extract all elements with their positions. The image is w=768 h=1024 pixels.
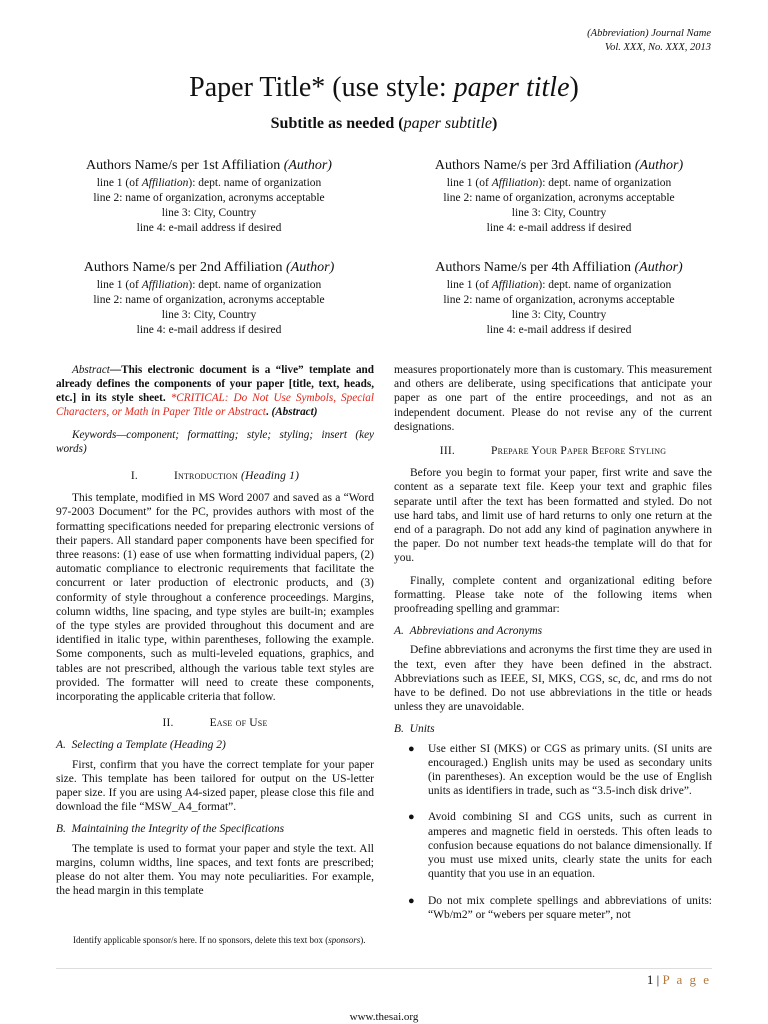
list-item (394, 810, 712, 881)
line-prefix: line 1 (of (446, 177, 492, 189)
subheading-integrity (56, 822, 374, 836)
author-name-text: Authors Name/s per 2nd Affiliation (83, 260, 287, 275)
subheading-title: Selecting a Template (Heading 2) (71, 739, 226, 752)
footer-divider (56, 968, 712, 969)
list-item-text: Do not mix complete spellings and abbreviations of units: “Wb/m2” or “webers per square meter”, not (428, 894, 712, 921)
abstract-critical-note: *CRITICAL: Do Not Use Symbols, Special Characters, or Math in Paper Title or Abstract (56, 392, 374, 418)
author-role: (Author) (286, 260, 335, 275)
continued-paragraph: measures proportionately more than is customary. This measurement and others are deliberate, using specifications that anticipate your paper as one part of the entire proceedings, and not as an independent document. Please do not revise any of the current designations. (394, 364, 712, 433)
footnote-close: ). (360, 935, 366, 945)
intro-paragraph: This template, modified in MS Word 2007 and saved as a “Word 97-2003 Document” for the PC, provides authors with most of the formatting specifications needed for preparing electronic versions of their papers. All standard paper components have been specified for three reasons: (1) ease of use when formatting individual papers, (2) automatic compliance to electronic requirements that facilitate the concurrent or later production of electronic products, and (3) conformity of style throughout a conference proceedings. Margins, column widths, line spacing, and type styles are built-in; examples of the type styles are provided throughout this document and are identified in italic type, within parentheses, following the example. Some components, such as multi-leveled equations, graphics, and tables are not prescribed, although the various table text styles are provided. The formatter will need to create these components, incorporating the applicable criteria that follow. (56, 492, 374, 704)
journal-url[interactable]: www.thesai.org (349, 1011, 419, 1023)
subheading-title: Units (409, 723, 435, 736)
footnote-text: Identify applicable sponsor/s here. If no sponsors, delete this text box ( (73, 935, 329, 945)
prepare-paragraph-2: Finally, complete content and organizational editing before formatting. Please take note of the following items when proofreading spelling and grammar: (394, 574, 712, 616)
author-role: (Author) (634, 260, 683, 275)
sponsor-footnote (73, 935, 365, 945)
abstract (56, 363, 374, 419)
subheading-title: Abbreviations and Acronyms (409, 625, 543, 638)
section-heading-2 (56, 716, 374, 730)
author-block-2 (49, 258, 369, 338)
keywords-text: component; formatting; style; styling; insert (key words) (56, 429, 374, 455)
abstract-label: Abstract (72, 364, 110, 376)
list-item (394, 894, 712, 922)
integrity-paragraph: The template is used to format your paper and style the text. All margins, column widths, line spaces, and text fonts are prescribed; please do not alter them. You may note peculiarities. For example, the head margin in this template (56, 842, 374, 898)
author-line-4: line 4: e-mail address if desired (136, 222, 282, 234)
subheading-units (394, 722, 712, 736)
abstract-text: This electronic document is a “live” template and already defines the components of your paper [title, text, heads, etc.] in its style sheet. (56, 364, 374, 404)
left-column (56, 363, 374, 906)
author-line-1 (399, 278, 719, 293)
list-item-text: Avoid combining SI and CGS units, such as current in amperes and magnetic field in oersteds. This often leads to confusion because equations do not balance dimensionally. If you must use mixed units, clearly state the units for each quantity that you use in an equation. (428, 811, 712, 881)
author-line-1 (49, 278, 369, 293)
author-name-text: Authors Name/s per 3rd Affiliation (434, 158, 635, 173)
author-name (399, 258, 719, 278)
selecting-template-paragraph: First, confirm that you have the correct template for your paper size. This template has been tailored for output on the US-letter paper size. If you are using A4-sized paper, please close this file and download the file “MSW_A4_format”. (56, 758, 374, 814)
author-line-4: line 4: e-mail address if desired (486, 222, 632, 234)
section-title: Ease of Use (209, 717, 268, 730)
prepare-paragraph-1: Before you begin to format your paper, first write and save the content as a separate text file. Keep your text and graphic files separate until after the text has been formatted and styled. Do not use hard tabs, and limit use of hard returns to only one return at the end of a paragraph. Do not add any kind of pagination anywhere in the paper. Do not number text heads-the template will do that for you. (394, 467, 712, 565)
title-text: Paper Title* (use style: (189, 72, 454, 103)
author-name-text: Authors Name/s per 4th Affiliation (435, 260, 635, 275)
author-block-4 (399, 258, 719, 338)
author-block-1 (49, 156, 369, 236)
subheading-label: A. (394, 625, 404, 638)
bullet-icon: ● (408, 742, 415, 755)
author-line-2: line 2: name of organization, acronyms acceptable (443, 294, 675, 306)
paper-title (0, 72, 768, 104)
line-prefix: line 1 (of (446, 279, 492, 291)
author-line-4: line 4: e-mail address if desired (136, 324, 282, 336)
author-line-1 (399, 176, 719, 191)
line-prefix: line 1 (of (96, 279, 142, 291)
abbreviations-paragraph: Define abbreviations and acronyms the first time they are used in the text, even after they have been defined in the abstract. Abbreviations such as IEEE, SI, MKS, CGS, sc, dc, and rms do not have to be defined. Do not use abbreviations in the title or heads unless they are unavoidable. (394, 644, 712, 714)
line-affiliation: Affiliation (491, 279, 539, 291)
subtitle-style-tag: paper subtitle (403, 115, 492, 132)
abstract-style-tag: (Abstract) (271, 406, 318, 418)
author-name (49, 258, 369, 278)
paper-subtitle (0, 115, 768, 133)
line-affiliation: Affiliation (491, 177, 539, 189)
title-close: ) (569, 72, 579, 103)
author-role: (Author) (283, 158, 332, 173)
subheading-label: B. (56, 823, 66, 836)
footnote-tag: sponsors (328, 935, 361, 945)
section-title: Introduction (173, 470, 238, 482)
author-line-3: line 3: City, Country (161, 309, 257, 321)
author-line-2: line 2: name of organization, acronyms acceptable (93, 192, 325, 204)
journal-name: (Abbreviation) Journal Name (587, 28, 711, 39)
author-block-3 (399, 156, 719, 236)
bullet-icon: ● (408, 894, 415, 907)
keywords (56, 428, 374, 456)
subtitle-close: ) (492, 115, 498, 132)
line-suffix: ): dept. name of organization (538, 279, 672, 291)
author-line-3: line 3: City, Country (161, 207, 257, 219)
section-heading-3 (394, 444, 712, 458)
subheading-label: B. (394, 723, 404, 736)
title-style-tag: paper title (453, 72, 570, 103)
section-title: Prepare Your Paper Before Styling (490, 445, 667, 458)
subtitle-text: Subtitle as needed ( (270, 115, 404, 132)
section-number: III. (439, 445, 455, 458)
subheading-title: Maintaining the Integrity of the Specifications (71, 823, 285, 836)
units-list (394, 742, 712, 922)
author-line-4: line 4: e-mail address if desired (486, 324, 632, 336)
line-suffix: ): dept. name of organization (188, 279, 322, 291)
section-number: I. (130, 470, 138, 482)
subheading-abbreviations (394, 624, 712, 638)
section-heading-1 (56, 469, 374, 483)
right-column (394, 363, 712, 934)
line-affiliation: Affiliation (141, 279, 189, 291)
list-item (394, 742, 712, 799)
keywords-label: Keywords— (72, 429, 127, 441)
author-name (399, 156, 719, 176)
abstract-dash: — (109, 364, 122, 376)
section-style-tag: (Heading 1) (237, 470, 300, 482)
author-role: (Author) (634, 158, 684, 173)
subheading-label: A. (56, 739, 66, 752)
author-line-1 (49, 176, 369, 191)
abstract-period: . (265, 406, 272, 418)
page-number-value: 1 | (646, 972, 663, 987)
list-item-text: Use either SI (MKS) or CGS as primary units. (SI units are encouraged.) English units may be used as secondary units (in parentheses). An exception would be the use of English units as identifiers in trade, such as “3.5-inch disk drive”. (428, 742, 712, 798)
author-line-2: line 2: name of organization, acronyms acceptable (443, 192, 675, 204)
author-name (49, 156, 369, 176)
author-line-2: line 2: name of organization, acronyms acceptable (93, 294, 325, 306)
author-line-3: line 3: City, Country (511, 207, 607, 219)
subheading-selecting-template (56, 738, 374, 752)
journal-volume: Vol. XXX, No. XXX, 2013 (604, 42, 711, 53)
line-suffix: ): dept. name of organization (538, 177, 672, 189)
line-prefix: line 1 (of (96, 177, 142, 189)
author-name-text: Authors Name/s per 1st Affiliation (86, 158, 284, 173)
page-number (647, 972, 711, 988)
line-suffix: ): dept. name of organization (188, 177, 322, 189)
line-affiliation: Affiliation (141, 177, 189, 189)
page-label: P a g e (662, 972, 711, 987)
section-number: II. (162, 717, 174, 730)
author-line-3: line 3: City, Country (511, 309, 607, 321)
bullet-icon: ● (408, 811, 415, 824)
journal-header (587, 27, 711, 55)
